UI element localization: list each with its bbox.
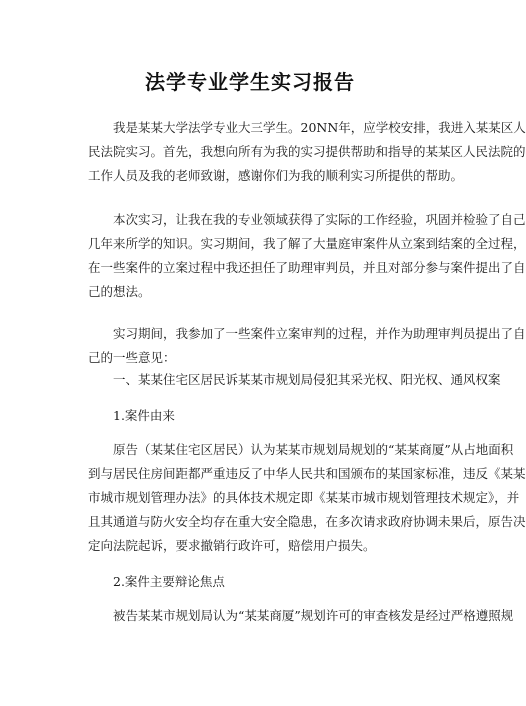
text-line: 我是某某大学法学专业大三学生。20NN年，应学校安排，我进入某某区人 xyxy=(113,120,526,135)
text-line: 定向法院起诉，要求撤销行政许可，赔偿用户损失。 xyxy=(88,538,376,553)
text-line: 一、某某住宅区居民诉某某市规划局侵犯其采光权、阳光权、通风权案 xyxy=(113,372,501,387)
text-line: 工作人员及我的老师致谢，感谢你们为我的顺利实习所提供的帮助。 xyxy=(88,168,464,183)
text-line: 1.案件由来 xyxy=(113,408,175,423)
paragraph-participation xyxy=(88,322,526,370)
text-line: 且其通道与防火安全均存在重大安全隐患，在多次请求政府协调未果后，原告决 xyxy=(88,514,526,529)
text-line: 被告某某市规划局认为“某某商厦”规划许可的审查核发是经过严格遵照规 xyxy=(113,608,514,623)
paragraph-defendant xyxy=(88,604,514,628)
paragraph-experience xyxy=(88,208,526,304)
paragraph-intro xyxy=(88,116,526,188)
paragraph-case-details xyxy=(88,438,526,558)
text-line: 到与居民住房间距都严重违反了中华人民共和国颁布的某国家标准，违反《某某 xyxy=(88,466,526,481)
section-heading xyxy=(88,368,501,392)
text-line: 市城市规划管理办法》的具体技术规定即《某某市城市规划管理技术规定》，并 xyxy=(88,490,520,505)
text-line: 己的一些意见： xyxy=(88,350,176,365)
subheading-case-origin xyxy=(88,404,432,428)
text-line: 2.案件主要辩论焦点 xyxy=(113,574,225,589)
subheading-debate-focus xyxy=(88,570,432,594)
text-line: 民法院实习。首先，我想向所有为我的实习提供帮助和指导的某某区人民法院的 xyxy=(88,144,526,159)
text-line: 己的想法。 xyxy=(88,284,151,299)
document-title: 法学专业学生实习报告 xyxy=(145,70,355,94)
text-line: 本次实习，让我在我的专业领域获得了实际的工作经验，巩固并检验了自己 xyxy=(113,212,526,227)
text-line: 实习期间，我参加了一些案件立案审判的过程，并作为助理审判员提出了自 xyxy=(113,326,526,341)
text-line: 在一些案件的立案过程中我还担任了助理审判员，并且对部分参与案件提出了自 xyxy=(88,260,526,275)
text-line: 几年来所学的知识。实习期间，我了解了大量庭审案件从立案到结案的全过程， xyxy=(88,236,526,251)
text-line: 原告（某某住宅区居民）认为某某市规划局规划的“某某商厦”从占地面积 xyxy=(113,442,514,457)
